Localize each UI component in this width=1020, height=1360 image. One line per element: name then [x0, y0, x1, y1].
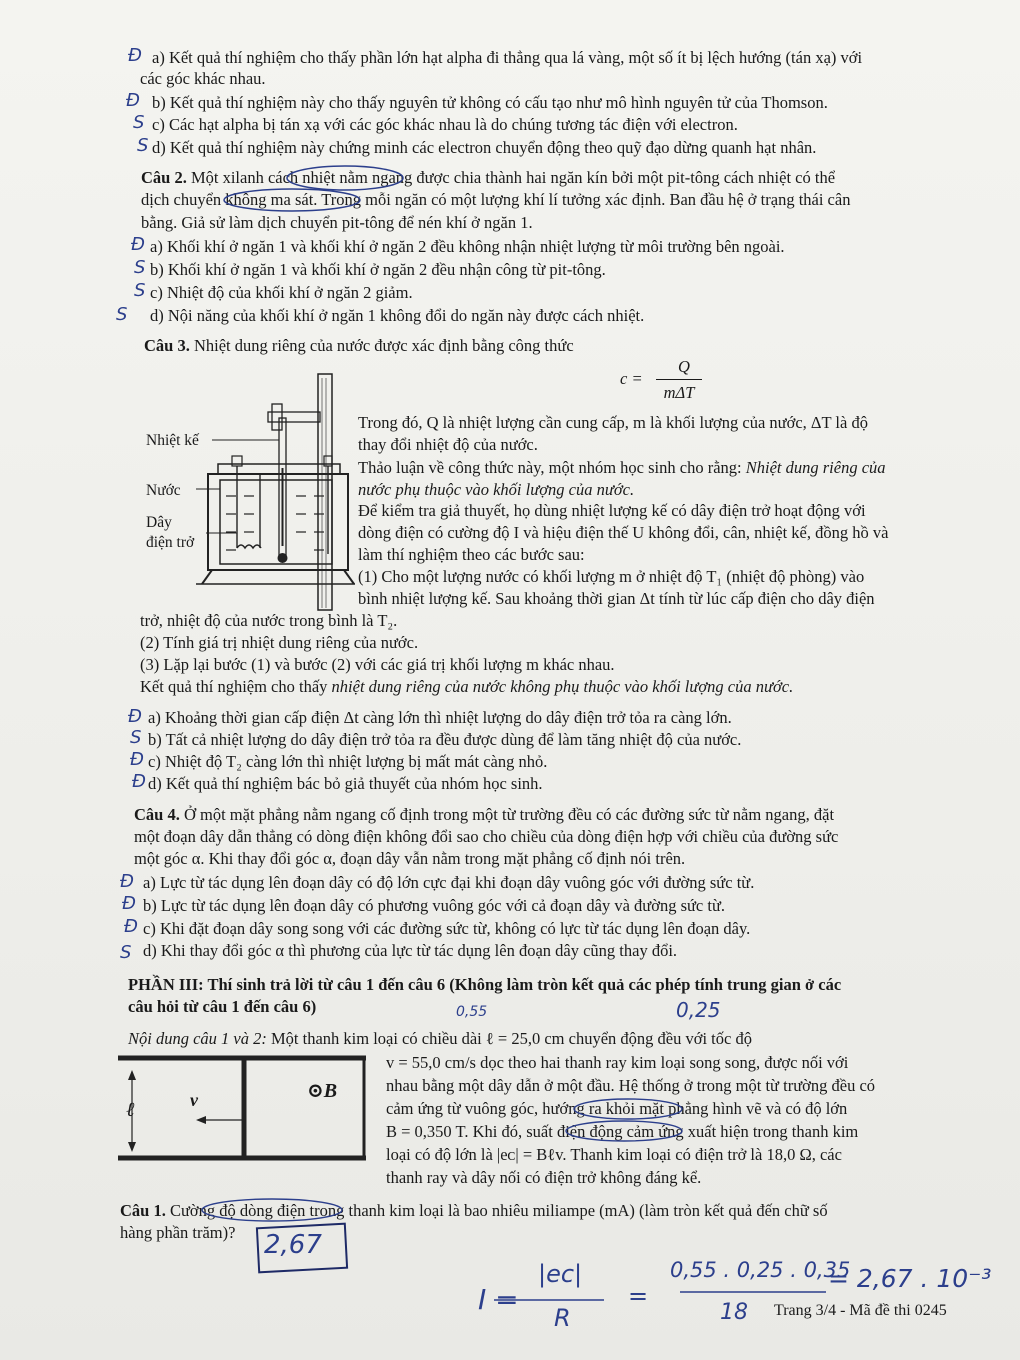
handwritten-num: |ec|: [538, 1260, 583, 1288]
part3-text-1: Nội dung câu 1 và 2: Một thanh kim loại có chiều dài ℓ = 25,0 cm chuyển động đều với tốc độ: [128, 1029, 752, 1048]
part3-question-1: Câu 1. Cường độ dòng điện trong thanh kim loại là bao nhiêu miliampe (mA) (làm tròn kết quả đến chữ số: [120, 1201, 828, 1220]
q3-item-b: b) Tất cả nhiệt lượng do dây điện trở tỏa ra đều được dùng để làm tăng nhiệt độ của nước.: [148, 730, 742, 749]
mark-q1a: Đ: [128, 45, 142, 66]
handwritten-equals: =: [628, 1282, 649, 1310]
page-footer: Trang 3/4 - Mã đề thi 0245: [774, 1302, 947, 1319]
mark-q2d: S: [116, 304, 128, 325]
q3-formula-num: Q: [678, 357, 690, 376]
part3-text-7: thanh ray và dây nối có điện trở không đáng kể.: [386, 1168, 702, 1187]
q4-item-d: d) Khi thay đổi góc α thì phương của lực từ tác dụng lên đoạn dây cũng thay đổi.: [143, 941, 678, 960]
q4-line2: một đoạn dây dẫn thẳng có dòng điện không đổi sao cho chiều của dòng điện hợp với chiều của đường sức: [134, 827, 839, 846]
label-field: ⊙B⃗: [307, 1080, 353, 1102]
q2-item-a: a) Khối khí ở ngăn 1 và khối khí ở ngăn 2 đều không nhận nhiệt lượng từ môi trường bên ngoài.: [150, 237, 785, 256]
q3-item-a: a) Khoảng thời gian cấp điện Δt càng lớn thì nhiệt lượng do dây điện trở tỏa ra càng lớn.: [148, 708, 732, 727]
part3-text-3: nhau bằng một dây dẫn ở một đầu. Hệ thống ở trong một từ trường đều có: [386, 1076, 876, 1095]
part3-heading-2: câu hỏi từ câu 1 đến câu 6): [128, 997, 317, 1016]
q4-item-a: a) Lực từ tác dụng lên đoạn dây có độ lớn cực đại khi đoạn dây vuông góc với đường sức từ.: [143, 873, 755, 892]
q2-item-c: c) Nhiệt độ của khối khí ở ngăn 2 giảm.: [150, 283, 413, 302]
q3-intro: Câu 3. Nhiệt dung riêng của nước được xác định bằng công thức: [144, 336, 574, 355]
q3-p6: dòng điện có cường độ I và hiệu điện thế U không đổi, cân, nhiệt kế, đồng hồ và: [358, 523, 889, 542]
label-wire-1: Dây: [146, 514, 172, 531]
q4-item-b: b) Lực từ tác dụng lên đoạn dây có phương vuông góc với cả đoạn dây và đường sức từ.: [143, 896, 726, 915]
q3-formula-lhs: c =: [620, 369, 643, 388]
q2-line2: dịch chuyển không ma sát. Trong mỗi ngăn có một lượng khí lí tưởng xác định. Ban đầu hệ ở trạng thái cân: [141, 190, 851, 209]
q2-item-d: d) Nội năng của khối khí ở ngăn 1 không đổi do ngăn này được cách nhiệt.: [150, 306, 645, 325]
q1-item-b: b) Kết quả thí nghiệm này cho thấy nguyên tử không có cấu tạo như mô hình nguyên tử của Thomson.: [152, 93, 828, 112]
q3-p10: trở, nhiệt độ của nước trong bình là T₂.: [140, 611, 398, 630]
part3-heading-1: PHẦN III: Thí sinh trả lời từ câu 1 đến câu 6 (Không làm tròn kết quả các phép tính trung gian ở các: [128, 975, 842, 994]
handwritten-den: R: [554, 1304, 571, 1332]
q3-p4: nước phụ thuộc vào khối lượng của nước.: [358, 480, 635, 499]
q3-p9: bình nhiệt lượng kế. Sau khoảng thời gian Δt tính từ lúc cấp điện cho dây điện: [358, 589, 875, 608]
label-velocity: v⃗: [190, 1090, 212, 1110]
q1-item-a: a) Kết quả thí nghiệm cho thấy phần lớn hạt alpha đi thẳng qua lá vàng, một số ít bị lệch hướng (tán xạ) với: [152, 48, 863, 67]
mark-q2c: S: [134, 280, 146, 301]
q3-p8: (1) Cho một lượng nước có khối lượng m ở nhiệt độ T₁ (nhiệt độ phòng) vào: [358, 567, 865, 586]
handwritten-result: = 2,67 . 10⁻³: [828, 1264, 992, 1293]
q3-p1: Trong đó, Q là nhiệt lượng cần cung cấp, m là khối lượng của nước, ΔT là độ: [358, 413, 868, 432]
label-thermometer: Nhiệt kế: [146, 432, 199, 449]
part3-text-5: B = 0,350 T. Khi đó, suất điện động cảm ứng xuất hiện trong thanh kim: [386, 1122, 859, 1141]
mark-q3c: Đ: [130, 749, 144, 770]
mark-q1d: S: [137, 135, 149, 156]
q4-line3: một góc α. Khi thay đổi góc α, đoạn dây vẫn nằm trong mặt phẳng cố định nói trên.: [134, 849, 686, 868]
q3-p2: thay đổi nhiệt độ của nước.: [358, 435, 538, 454]
handwritten-calc-den: 18: [720, 1300, 748, 1325]
mark-q3b: S: [130, 727, 142, 748]
q3-p12: (3) Lặp lại bước (1) và bước (2) với các giá trị khối lượng m khác nhau.: [140, 655, 615, 674]
handwritten-note-1: 0,55: [456, 1004, 488, 1020]
mark-q2a: Đ: [131, 234, 145, 255]
q2-item-b: b) Khối khí ở ngăn 1 và khối khí ở ngăn 2 đều nhận công từ pit-tông.: [150, 260, 606, 279]
mark-q1b: Đ: [126, 90, 140, 111]
part3-text-2: v = 55,0 cm/s dọc theo hai thanh ray kim loại song song, được nối với: [386, 1053, 849, 1072]
label-water: Nước: [146, 482, 181, 499]
mark-q4a: Đ: [120, 871, 134, 892]
q4-item-c: c) Khi đặt đoạn dây song song với các đường sức từ, không có lực từ tác dụng lên đoạn dây.: [143, 919, 751, 938]
mark-q4d: S: [120, 942, 132, 963]
handwritten-note-2: 0,25: [676, 998, 721, 1022]
q3-formula-bar: [656, 379, 702, 380]
q4-line1: Câu 4. Ở một mặt phẳng nằm ngang cố định trong một từ trường đều có các đường sức từ nằm ngang, đặt: [134, 805, 835, 824]
q2-line1: Câu 2. Một xilanh cách nhiệt nằm ngang được chia thành hai ngăn kín bởi một pit-tông cách nhiệt có thể: [141, 168, 836, 187]
q3-p13: Kết quả thí nghiệm cho thấy nhiệt dung riêng của nước không phụ thuộc vào khối lượng của nước.: [140, 677, 794, 696]
q3-p5: Để kiểm tra giả thuyết, họ dùng nhiệt lượng kế có dây điện trở hoạt động với: [358, 501, 866, 520]
part3-text-6: loại có độ lớn là |eᴄ| = Bℓv. Thanh kim loại có điện trở là 18,0 Ω, các: [386, 1145, 842, 1164]
q2-line3: bằng. Giả sử làm dịch chuyển pit-tông để nén khí ở ngăn 1.: [141, 213, 533, 232]
q1-item-d: d) Kết quả thí nghiệm này chứng minh các electron chuyển động theo quỹ đạo dừng quanh hạt nhân.: [152, 138, 817, 157]
q1-item-a-cont: các góc khác nhau.: [140, 69, 266, 88]
handwritten-calc-num: 0,55 . 0,25 . 0,35: [670, 1258, 851, 1282]
q1-item-c: c) Các hạt alpha bị tán xạ với các góc khác nhau là do chúng tương tác điện với electron.: [152, 115, 738, 134]
mark-q1c: S: [133, 112, 145, 133]
part3-question-1-cont: hàng phần trăm)?: [120, 1223, 236, 1242]
mark-q4c: Đ: [124, 916, 138, 937]
label-length: ℓ: [126, 1099, 135, 1121]
mark-q3d: Đ: [132, 771, 146, 792]
mark-q4b: Đ: [122, 893, 136, 914]
mark-q2b: S: [134, 257, 146, 278]
part3-text-4: cảm ứng từ vuông góc, hướng ra khỏi mặt phẳng hình vẽ và có độ lớn: [386, 1099, 848, 1118]
label-wire-2: điện trở: [146, 534, 195, 551]
q3-item-d: d) Kết quả thí nghiệm bác bỏ giả thuyết của nhóm học sinh.: [148, 774, 543, 793]
handwritten-i: I =: [478, 1283, 519, 1316]
q3-item-c: c) Nhiệt độ T₂ càng lớn thì nhiệt lượng bị mất mát càng nhỏ.: [148, 752, 548, 771]
handwritten-answer: 2,67: [264, 1230, 322, 1260]
q3-formula-den: mΔT: [663, 383, 695, 402]
q3-p7: làm thí nghiệm theo các bước sau:: [358, 545, 585, 564]
q3-p11: (2) Tính giá trị nhiệt dung riêng của nước.: [140, 633, 419, 652]
q3-p3: Thảo luận về công thức này, một nhóm học sinh cho rằng: Nhiệt dung riêng của: [358, 458, 886, 477]
rail-figure: [118, 1054, 370, 1166]
mark-q3a: Đ: [128, 706, 142, 727]
